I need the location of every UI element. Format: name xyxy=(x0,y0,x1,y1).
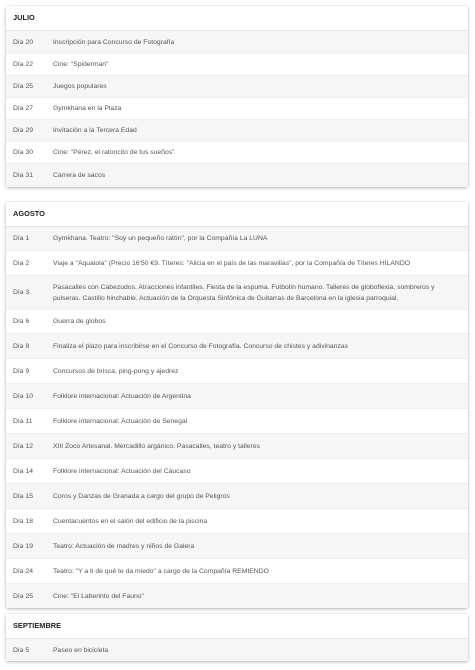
event-day: Día 30 xyxy=(13,149,34,156)
event-day: Día 27 xyxy=(13,105,34,112)
event-day: Día 2 xyxy=(13,259,30,267)
event-row xyxy=(6,533,468,558)
event-description: Cine: "Spiderman" xyxy=(53,61,109,68)
event-description: Invitación a la Tercera Edad xyxy=(53,127,137,134)
section-title: SEPTIEMBRE xyxy=(6,614,468,639)
event-day: Día 14 xyxy=(13,467,34,475)
event-day: Día 11 xyxy=(13,417,33,425)
event-description: XIII Zoco Artesanal. Mercadillo argánico. Pasacalles, teatro y talleres xyxy=(53,442,261,450)
event-row xyxy=(6,227,468,250)
event-row xyxy=(6,358,468,383)
event-row xyxy=(6,433,468,458)
event-day: Día 24 xyxy=(13,567,34,575)
event-day: Día 12 xyxy=(13,442,34,450)
event-day: Día 8 xyxy=(13,342,30,350)
event-day: Día 29 xyxy=(13,127,34,134)
event-row xyxy=(6,275,468,309)
event-day: Día 6 xyxy=(13,318,30,325)
event-row xyxy=(6,639,468,661)
event-row xyxy=(6,119,468,141)
event-row xyxy=(6,163,468,187)
event-row xyxy=(6,31,468,53)
event-row xyxy=(6,558,468,583)
event-list xyxy=(6,31,468,187)
event-row xyxy=(6,408,468,433)
event-row xyxy=(6,53,468,75)
event-day: Día 25 xyxy=(13,83,34,90)
event-day: Día 20 xyxy=(13,38,34,46)
event-row xyxy=(6,309,468,333)
event-row xyxy=(6,383,468,408)
event-description: Cine: "El Laberinto del Fauno" xyxy=(53,592,144,600)
event-day: Día 9 xyxy=(13,367,30,375)
event-day: Día 15 xyxy=(13,492,34,500)
event-row xyxy=(6,141,468,163)
event-description: Gymkhana en la Plaza xyxy=(53,105,122,112)
event-description: Teatro: "Y a ti de qué te da miedo" a cargo de la Compañía REMIENDO xyxy=(53,567,269,575)
event-description: Viaje a "Aqualola" (Precio 16'50 €9. Títeres: "Alicia en el país de las maravillas", por la Compañía de Títeres HILANDO xyxy=(53,259,411,267)
event-description: Guerra de globos xyxy=(53,318,106,325)
event-description: Finaliza el plazo para inscribirse en el Concurso de Fotografía. Concurso de chistes y adivinanzas xyxy=(53,342,349,350)
event-row xyxy=(6,508,468,533)
event-day: Día 19 xyxy=(13,542,34,550)
section-julio xyxy=(6,6,468,187)
event-description: Teatro: Actuación de madres y niños de Galera xyxy=(53,542,195,550)
event-description: Inscripción para Concurso de Fotografía xyxy=(53,38,175,46)
section-title: AGOSTO xyxy=(6,202,468,227)
event-row xyxy=(6,333,468,358)
event-description: Folklore internacional: Actuación del Cáucaso xyxy=(53,467,191,475)
event-day: Día 3 xyxy=(13,289,30,296)
event-description: Carrera de sacos xyxy=(53,172,106,179)
event-description: Cuentacuentos en el salón del edificio de la piscina xyxy=(53,517,208,525)
event-row xyxy=(6,97,468,119)
event-day: Día 18 xyxy=(13,517,34,525)
event-day: Día 22 xyxy=(13,61,34,68)
section-title: JULIO xyxy=(6,6,468,31)
event-description: Folklore internacional: Actuación de Senegal xyxy=(53,417,188,425)
event-description: Gymkhana. Teatro: "Soy un pequeño ratón", por la Compañía La LUNA xyxy=(53,235,268,242)
event-day: Día 1 xyxy=(13,235,30,242)
event-row xyxy=(6,458,468,483)
event-list xyxy=(6,639,468,661)
event-row xyxy=(6,583,468,608)
event-day: Día 5 xyxy=(13,646,30,654)
section-agosto xyxy=(6,202,468,608)
event-description: Pasacalles con Cabezudos. Atracciones infantiles. Fiesta de la espuma. Futbolín humano. Talleres de globoflexia, sombreros y pulseras. Castillo hinchable. Actuación de la Orquesta Sinfónica de Guitarras de Barcelona en la iglesia parroquial. xyxy=(53,283,435,302)
event-day: Día 10 xyxy=(13,392,34,400)
event-description: Juegos populares xyxy=(53,83,107,90)
event-day: Día 31 xyxy=(13,172,34,179)
event-day: Día 25 xyxy=(13,592,34,600)
section-septiembre xyxy=(6,614,468,661)
event-row xyxy=(6,250,468,275)
event-description: Paseo en bicicleta xyxy=(53,646,109,654)
event-description: Folklore internacional: Actuación de Argentina xyxy=(53,392,191,400)
event-description: Concursos de brisca, ping-pong y ajedrez xyxy=(53,367,179,375)
event-description: Coros y Danzas de Granada a cargo del grupo de Peligros xyxy=(53,492,230,500)
event-row xyxy=(6,483,468,508)
event-list xyxy=(6,227,468,608)
event-row xyxy=(6,75,468,97)
event-description: Cine: "Pérez, el ratoncito de tus sueños" xyxy=(53,149,175,156)
